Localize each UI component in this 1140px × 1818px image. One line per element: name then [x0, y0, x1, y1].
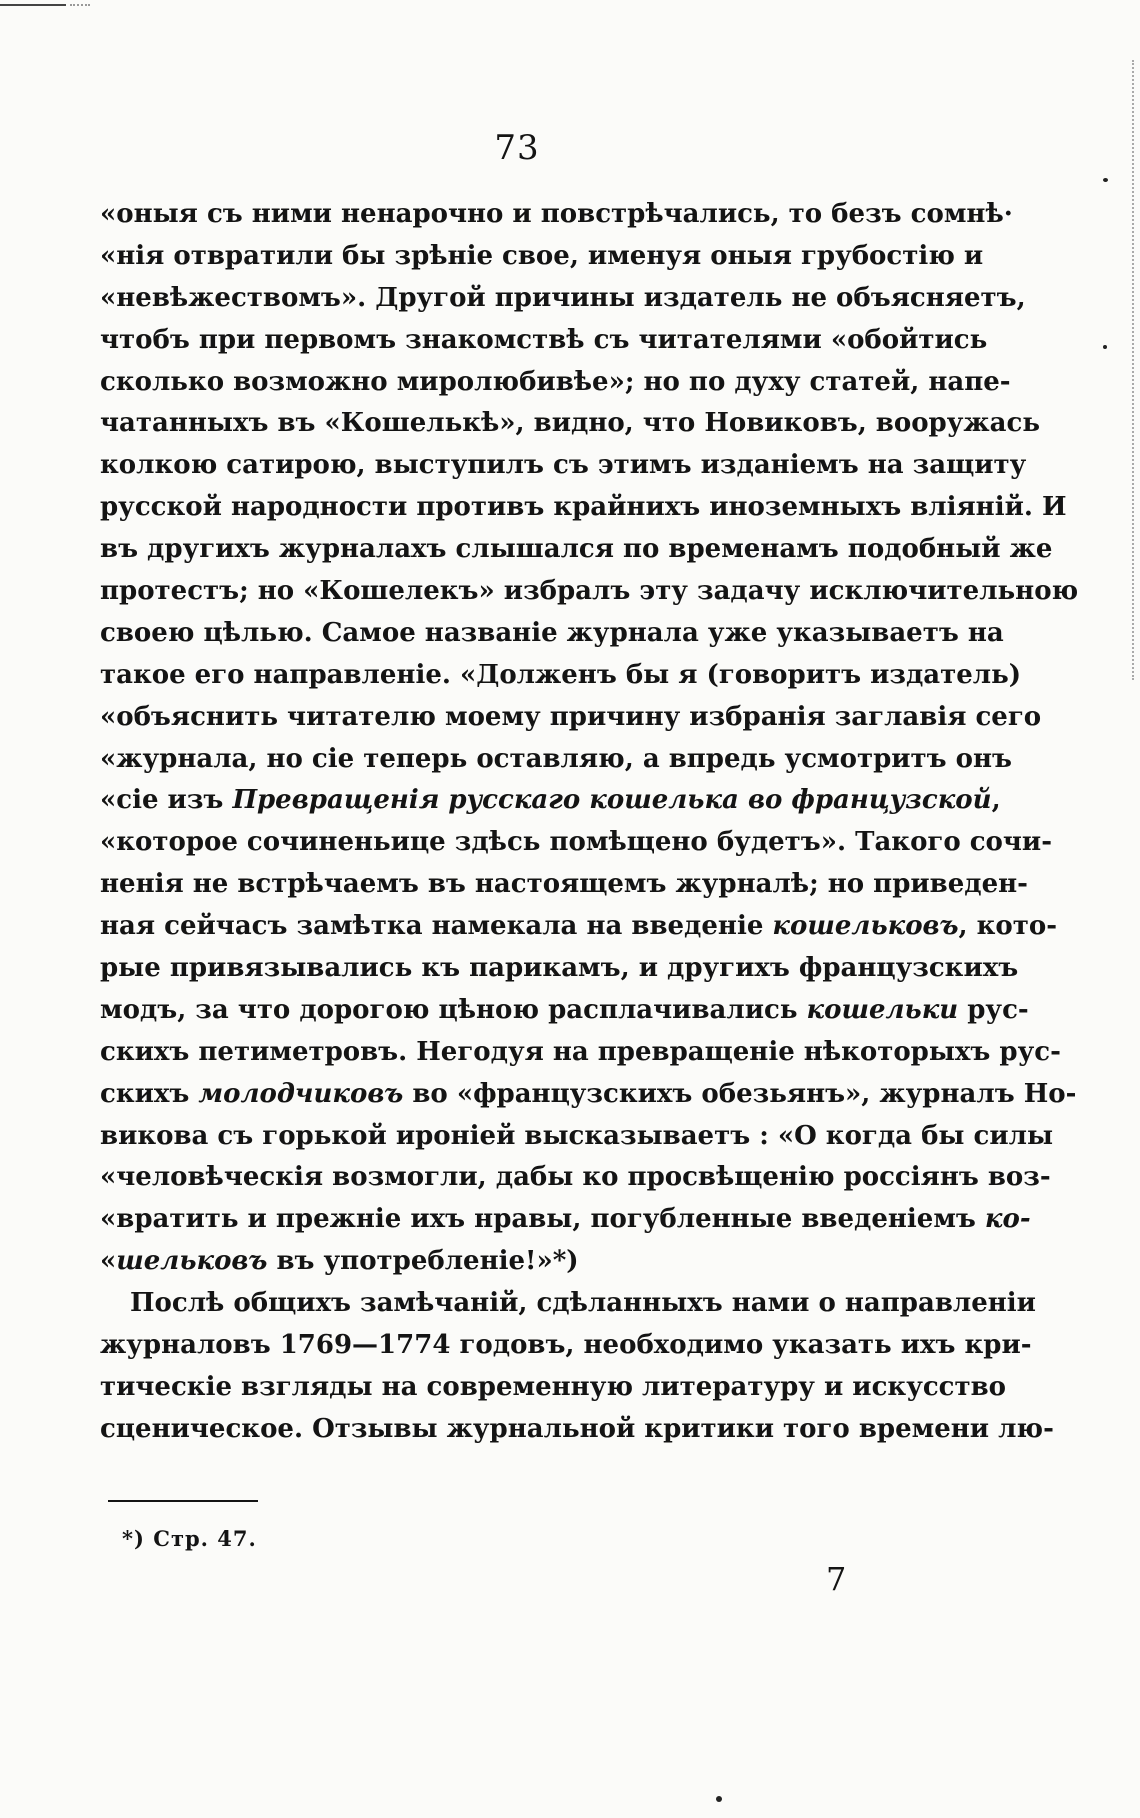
text-line	[100, 1241, 924, 1283]
footnote-rule	[108, 1500, 258, 1502]
text-line	[100, 362, 1011, 404]
text-line-segment: въ употребленіе!»*)	[267, 1246, 579, 1277]
text-line	[100, 529, 1053, 571]
text-line	[100, 194, 1013, 236]
text-line	[100, 1116, 1054, 1158]
italic-segment: кошельковъ	[772, 911, 959, 942]
speck	[1103, 345, 1107, 349]
text-line	[100, 906, 1057, 948]
text-line-segment: во «французскихъ обезьянъ», журналъ Но-	[403, 1078, 1077, 1109]
text-line-segment: журналовъ 1769—1774 годовъ, необходимо указать ихъ кри-	[100, 1330, 1032, 1361]
speck	[716, 1796, 722, 1802]
italic-segment: кошельки	[806, 994, 959, 1025]
signature-mark: 7	[826, 1560, 847, 1598]
text-line	[100, 1325, 1032, 1367]
text-line-segment: «журнала, но сіе теперь оставляю, а впредь усмотритъ онъ	[100, 743, 1012, 774]
text-line	[100, 1074, 1077, 1116]
text-line-segment: чатанныхъ въ «Кошелькѣ», видно, что Новиковъ, вооружась	[100, 408, 1040, 439]
text-line-segment: русской народности противъ крайнихъ иноземныхъ вліяній. И	[100, 492, 1067, 523]
text-line-segment: колкою сатирою, выступилъ съ этимъ изданіемъ на защиту	[100, 450, 1027, 481]
text-line-segment: рус-	[958, 994, 1029, 1025]
text-line-segment: въ другихъ журналахъ слышался по временамъ подобный же	[100, 534, 1053, 565]
text-line	[100, 655, 1022, 697]
text-line	[100, 278, 1026, 320]
text-line	[100, 1157, 1051, 1199]
text-line-segment: сколько возможно миролюбивѣе»; но по духу статей, напе-	[100, 366, 1011, 397]
text-line-segment: «человѣческія возмогли, дабы ко просвѣщенію россіянъ воз-	[100, 1162, 1051, 1193]
text-line-segment: «которое сочиненьице здѣсь помѣщено будетъ». Такого сочи-	[100, 827, 1053, 858]
text-line-segment: ная сейчасъ замѣтка намекала на введеніе	[100, 911, 773, 942]
italic-segment: молодчиковъ	[198, 1078, 404, 1109]
text-line	[100, 822, 1053, 864]
text-line-segment: , кото-	[958, 911, 1057, 942]
text-line	[100, 864, 1028, 906]
text-line-segment: такое его направленіе. «Долженъ бы я (говоритъ издатель)	[100, 659, 1022, 690]
text-line	[100, 697, 1042, 739]
text-line	[100, 1283, 1036, 1325]
text-line	[100, 1032, 1061, 1074]
italic-segment: Превращенія русскаго кошелька во французской	[232, 785, 992, 816]
text-line	[100, 948, 1019, 990]
top-rule-dotted	[70, 4, 90, 8]
body-text	[100, 194, 1079, 1451]
top-rule	[0, 4, 66, 6]
text-line-segment: скихъ	[100, 1078, 199, 1109]
text-line	[100, 571, 1079, 613]
text-line	[100, 445, 1027, 487]
speck	[1103, 178, 1108, 182]
text-line-segment: «вратить и прежніе ихъ нравы, погубленные введеніемъ	[100, 1204, 985, 1235]
text-line	[100, 990, 1029, 1032]
text-line	[100, 739, 1012, 781]
text-line-segment: своею цѣлью. Самое названіе журнала уже указываетъ на	[100, 617, 1004, 648]
text-line-segment: «невѣжествомъ». Другой причины издатель не объясняетъ,	[100, 282, 1026, 313]
text-line-segment: «	[100, 1246, 117, 1277]
page-edge-marks	[1130, 60, 1134, 680]
text-line	[100, 780, 1001, 822]
text-line-segment: чтобъ при первомъ знакомствѣ съ читателями «обойтись	[100, 324, 988, 355]
text-line	[100, 487, 1067, 529]
text-line-segment: викова съ горькой ироніей высказываетъ : «О когда бы силы	[100, 1120, 1054, 1151]
text-line-segment: «оныя съ ними ненарочно и повстрѣчались, то безъ сомнѣ·	[100, 199, 1013, 229]
text-line-segment: протестъ; но «Кошелекъ» избралъ эту задачу исключительною	[100, 576, 1079, 607]
text-line-segment: «объяснить читателю моему причину избранія заглавія сего	[100, 701, 1042, 732]
text-line	[100, 236, 984, 278]
text-line-segment: тическіе взгляды на современную литературу и искусство	[100, 1371, 1007, 1402]
text-line-segment: ненія не встрѣчаемъ въ настоящемъ журналѣ; но приведен-	[100, 869, 1028, 900]
text-line-segment: модъ, за что дорогою цѣною расплачивались	[100, 994, 807, 1025]
italic-segment: шельковъ	[116, 1246, 268, 1277]
text-line	[100, 403, 1040, 445]
text-line	[100, 1409, 1054, 1451]
text-line-segment: рые привязывались къ парикамъ, и другихъ французскихъ	[100, 953, 1019, 984]
text-line-segment: ,	[991, 785, 1001, 816]
text-line	[100, 613, 1004, 655]
text-line-segment: «нія отвратили бы зрѣніе свое, именуя оныя грубостію и	[100, 240, 984, 271]
text-line	[100, 1199, 1031, 1241]
italic-segment: ко-	[984, 1204, 1031, 1235]
footnote: *) Стр. 47.	[122, 1526, 257, 1551]
text-line-segment: Послѣ общихъ замѣчаній, сдѣланныхъ нами о направленіи	[130, 1288, 1036, 1319]
text-line-segment: сценическое. Отзывы журнальной критики того времени лю-	[100, 1413, 1054, 1444]
text-line-segment: «сіе изъ	[100, 785, 233, 816]
text-line	[100, 1367, 1007, 1409]
page-number: 73	[494, 128, 540, 168]
text-line-segment: скихъ петиметровъ. Негодуя на превращеніе нѣкоторыхъ рус-	[100, 1036, 1061, 1067]
text-line	[100, 320, 988, 362]
